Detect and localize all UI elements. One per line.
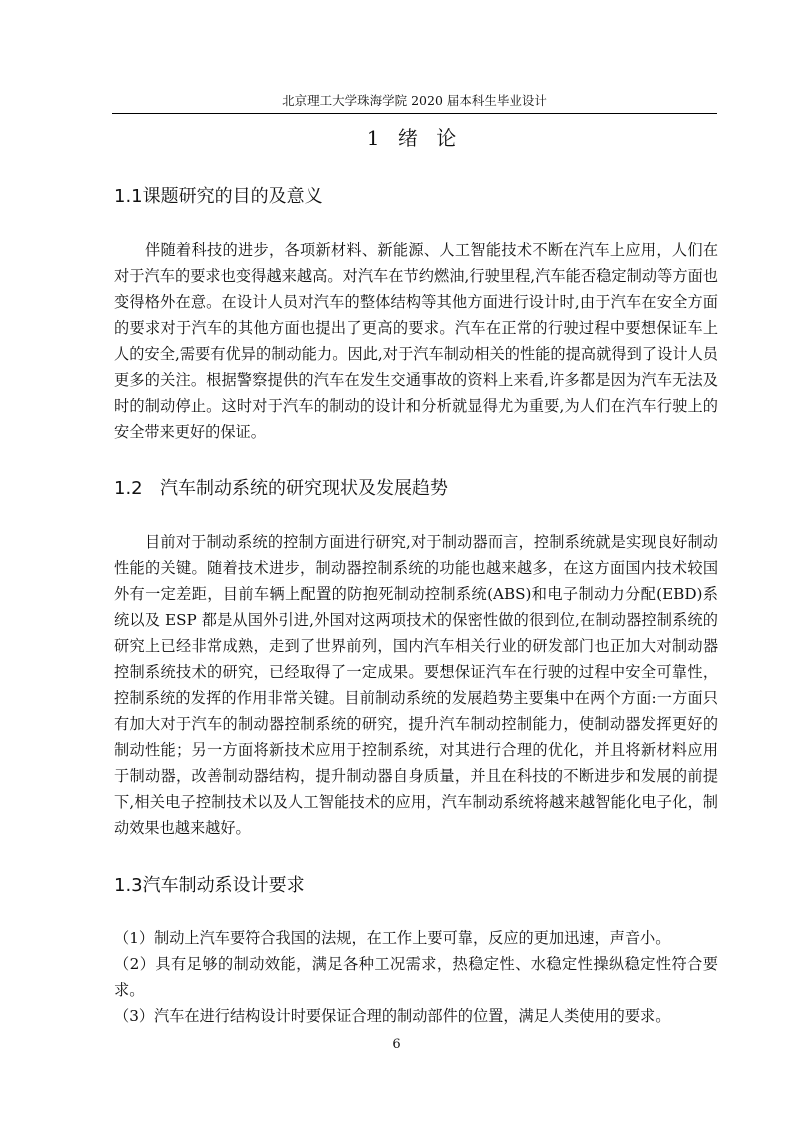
section-1-2-paragraph: 目前对于制动系统的控制方面进行研究,对于制动器而言，控制系统就是实现良好制动性能的关键。随着技术进步，制动器控制系统的功能也越来越多，在这方面国内技术较国外有一定差距，目前车辆上配置的防抱死制动控制系统(ABS)和电子制动力分配(EBD)系统以及 ESP 都是从国外引进,外国对这两项技术的保密性做的很到位,在制动器控制系统的研究上已经非常成熟，走到了世界前列，国内汽车相关行业的研发部门也正加大对制动器控制系统技术的研究，已经取得了一定成果。要想保证汽车在行驶的过程中安全可靠性，控制系统的发挥的作用非常关键。目前制动系统的发展趋势主要集中在两个方面:一方面只有加大对于汽车的制动器控制系统的研究，提升汽车制动控制能力，使制动器发挥更好的制动性能；另一方面将新技术应用于控制系统，对其进行合理的优化，并且将新材料应用于制动器，改善制动器结构，提升制动器自身质量，并且在科技的不断进步和发展的前提下,相关电子控制技术以及人工智能技术的应用，汽车制动系统将越来越智能化电子化，制动效果也越来越好。 bbox=[114, 533, 718, 837]
chapter-title: 1 绪 论 bbox=[366, 126, 463, 150]
section-1-2-heading bbox=[114, 476, 448, 502]
requirement-item-3: （3）汽车在进行结构设计时要保证合理的制动部件的位置，满足人类使用的要求。 bbox=[114, 1007, 671, 1025]
section-1-3-heading bbox=[114, 873, 305, 899]
page-header: 北京理工大学珠海学院 2020 届本科生毕业设计 bbox=[282, 93, 547, 108]
section-title: 汽车制动系设计要求 bbox=[142, 875, 305, 896]
section-number: 1.3 bbox=[114, 875, 143, 896]
page-number: 6 bbox=[392, 1037, 401, 1052]
requirement-item-1: （1）制动上汽车要符合我国的法规，在工作上要可靠，反应的更加迅速，声音小。 bbox=[114, 929, 671, 947]
section-1-1-heading bbox=[114, 184, 323, 210]
requirement-item-2: （2）具有足够的制动效能，满足各种工况需求，热稳定性、水稳定性操纵稳定性符合要求。 bbox=[114, 955, 718, 999]
header-rule bbox=[112, 113, 717, 114]
section-title: 课题研究的目的及意义 bbox=[142, 186, 323, 207]
section-1-1-paragraph: 伴随着科技的进步，各项新材料、新能源、人工智能技术不断在汽车上应用，人们在对于汽车的要求也变得越来越高。对汽车在节约燃油,行驶里程,汽车能否稳定制动等方面也变得格外在意。在设计人员对汽车的整体结构等其他方面进行设计时,由于汽车在安全方面的要求对于汽车的其他方面也提出了更高的要求。汽车在正常的行驶过程中要想保证车上人的安全,需要有优异的制动能力。因此,对于汽车制动相关的性能的提高就得到了设计人员更多的关注。根据警察提供的汽车在发生交通事故的资料上来看,许多都是因为汽车无法及时的制动停止。这时对于汽车的制动的设计和分析就显得尤为重要,为人们在汽车行驶上的安全带来更好的保证。 bbox=[114, 241, 718, 441]
section-number: 1.2 bbox=[114, 478, 143, 499]
section-number: 1.1 bbox=[114, 186, 143, 207]
section-title: 汽车制动系统的研究现状及发展趋势 bbox=[160, 478, 448, 499]
